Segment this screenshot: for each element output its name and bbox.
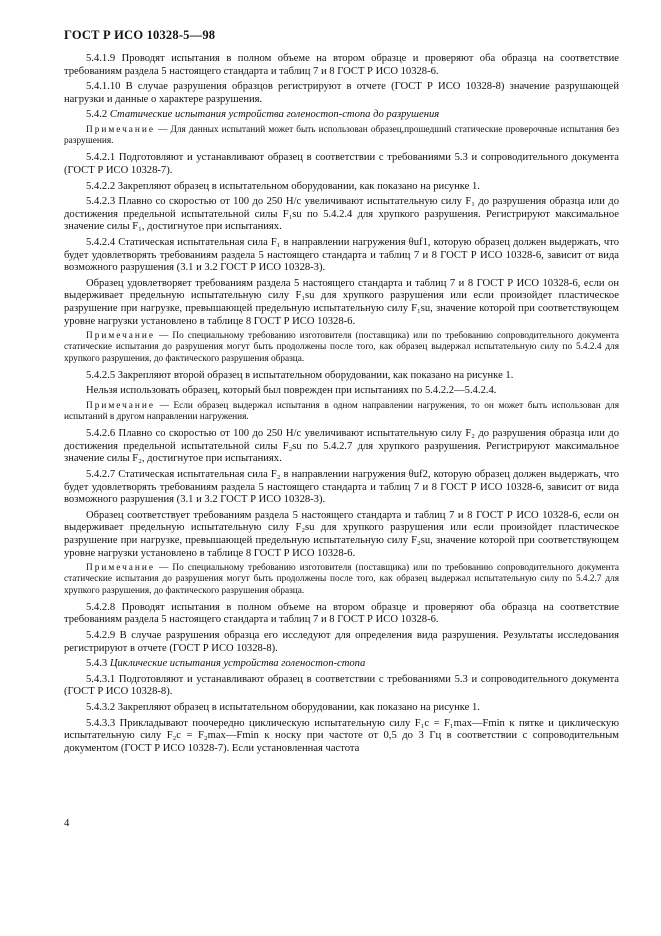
- paragraph-5-4-3-1: 5.4.3.1 Подготовляют и устанавливают образец в соответствии с требованиями 5.3 и сопроводительного документа (ГОСТ Р ИСО 10328-8).: [64, 673, 619, 698]
- paragraph-5-4-2-9: 5.4.2.9 В случае разрушения образца его исследуют для определения вида разрушения. Результаты исследования регистрируют в отчете (ГОСТ Р ИСО 10328-8).: [64, 630, 619, 654]
- paragraph-5-4-2-5: 5.4.2.5 Закрепляют второй образец в испытательном оборудовании, как показано на рисунке 1.: [86, 369, 514, 381]
- paragraph-compliance-f1: Образец удовлетворяет требованиям раздела 5 настоящего стандарта и таблиц 7 и 8 ГОСТ Р ИСО 10328-6, если он выдерживает предельную испытательную силу F₁su для хрупкого разрушения или если произойдет пластическое разрушение при нагрузке, превышающей предельную испытательную силу F₁su, значение которой при соответствующем уровне нагрузки установлено в таблице 8 ГОСТ Р ИСО 10328-6.: [64, 277, 619, 327]
- note-text: — По специальному требованию изготовителя (поставщика) или по требованию сопроводительного документа статические испытания до разрушения могут быть продолжены после того, как образец выдержал испытательную силу по 5.4.2.7 для хрупкого разрушения, до фактического разрушения образца.: [64, 563, 620, 596]
- paragraph-5-4-2-8: 5.4.2.8 Проводят испытания в полном объеме на втором образце и проверяют оба образца на соответствие требованиям раздела 5 настоящего стандарта и таблиц 7 и 8 ГОСТ Р ИСО 10328-6.: [64, 601, 619, 626]
- page-header: ГОСТ Р ИСО 10328-5—98: [64, 28, 216, 42]
- section-number: 5.4.3: [86, 658, 108, 670]
- note-text: — Если образец выдержал испытания в одном направлении нагружения, то он может быть использован для испытаний в другом направлении нагружения.: [64, 400, 619, 423]
- note-2: [64, 331, 619, 365]
- page-number: 4: [64, 818, 70, 829]
- paragraph-reuse-warning: Нельзя использовать образец, который был поврежден при испытаниях по 5.4.2.2—5.4.2.4.: [86, 385, 497, 397]
- paragraph-compliance-f2: Образец соответствует требованиям раздела 5 настоящего стандарта и таблиц 7 и 8 ГОСТ Р ИСО 10328-6, если он выдерживает предельную испытательную силу F₂su для хрупкого разрушения или если произойдет пластическое разрушение при нагрузке, превышающей предельную испытательную силу F₂su, значение которой при соответствующем уровне нагрузки установлено в таблице 8 ГОСТ Р ИСО 10328-6.: [64, 509, 619, 559]
- note-text: — По специальному требованию изготовителя (поставщика) или по требованию сопроводительного документа статические испытания до разрушения могут быть продолжены после того, как образец выдержал испытательную силу по 5.4.2.4 для хрупкого разрушения, до фактического разрушения образца.: [64, 331, 620, 364]
- paragraph-5-4-2-6: 5.4.2.6 Плавно со скоростью от 100 до 250 Н/с увеличивают испытательную силу F₂ до разрушения образца или до достижения предельной испытательной силы F₂su по 5.4.2.7 для хрупкого разрушения. Регистрируют максимальное значение силы F₂, достигнутое при испытаниях.: [64, 428, 619, 465]
- paragraph-5-4-2-3: 5.4.2.3 Плавно со скоростью от 100 до 250 Н/с увеличивают испытательную силу F₁ до разрушения образца или до достижения предельной испытательной силы F₁su по 5.4.2.4 для хрупкого разрушения. Регистрируют максимальное значение силы F₁, достигнутое при испытаниях.: [64, 196, 619, 233]
- paragraph-5-4-2-7: 5.4.2.7 Статическая испытательная сила F₂ в направлении нагружения θuf2, которую образец должен выдержать, что будет удовлетворять требованиям раздела 5 настоящего стандарта и таблиц 7 и 8 ГОСТ Р ИСО 10328-6, зависит от вида возможного разрушения (3.1 и 3.2 ГОСТ Р ИСО 10328-3).: [64, 469, 619, 506]
- section-title: Циклические испытания устройства голеностоп-стопа: [109, 658, 366, 670]
- paragraph-5-4-3-3: 5.4.3.3 Прикладывают поочередно циклическую испытательную силу F₁c = F₁max—Fmin к пятке и циклическую испытательную силу F₂c = F₂max—Fmin к носку при частоте от 0,5 до 3 Гц в соответствии с сопроводительным документом (ГОСТ Р ИСО 10328-7). Если установленная частота: [64, 717, 619, 754]
- section-number: 5.4.2: [86, 109, 108, 121]
- section-title: Статические испытания устройства голеностоп-стопа до разрушения: [109, 109, 440, 121]
- note-1: [64, 125, 619, 147]
- note-text: — Для данных испытаний может быть использован образец,прошедший статические проверочные испытания без разрушения.: [64, 124, 619, 147]
- note-label: Примечание: [86, 563, 155, 574]
- section-heading-5-4-2: [64, 109, 619, 122]
- note-label: Примечание: [86, 400, 155, 411]
- paragraph-5-4-2-2: 5.4.2.2 Закрепляют образец в испытательном оборудовании, как показано на рисунке 1.: [86, 180, 480, 192]
- note-label: Примечание: [86, 331, 155, 342]
- paragraph-5-4-2-4: 5.4.2.4 Статическая испытательная сила F₁ в направлении нагружения θuf1, которую образец должен выдержать, что будет удовлетворять требованиям раздела 5 настоящего стандарта и таблиц 7 и 8 ГОСТ Р ИСО 10328-6, зависит от вида возможного разрушения (3.1 и 3.2 ГОСТ Р ИСО 10328-3).: [64, 236, 619, 274]
- paragraph-5-4-3-2: 5.4.3.2 Закрепляют образец в испытательном оборудовании, как показано на рисунке 1.: [86, 702, 480, 713]
- paragraph-5-4-1-9: 5.4.1.9 Проводят испытания в полном объеме на втором образце и проверяют оба образца на соответствие требованиям раздела 5 настоящего стандарта и таблиц 7 и 8 ГОСТ Р ИСО 10328-6.: [64, 53, 619, 77]
- section-heading-5-4-3: [64, 658, 619, 671]
- note-3: [64, 401, 619, 423]
- note-4: [64, 563, 619, 597]
- note-label: Примечание: [86, 124, 155, 135]
- paragraph-5-4-2-1: 5.4.2.1 Подготовляют и устанавливают образец в соответствии с требованиями 5.3 и сопроводительного документа (ГОСТ Р ИСО 10328-7).: [64, 152, 619, 176]
- paragraph-5-4-1-10: 5.4.1.10 В случае разрушения образцов регистрируют в отчете (ГОСТ Р ИСО 10328-8) значение разрушающей нагрузки и данные о характере разрушения.: [64, 81, 619, 105]
